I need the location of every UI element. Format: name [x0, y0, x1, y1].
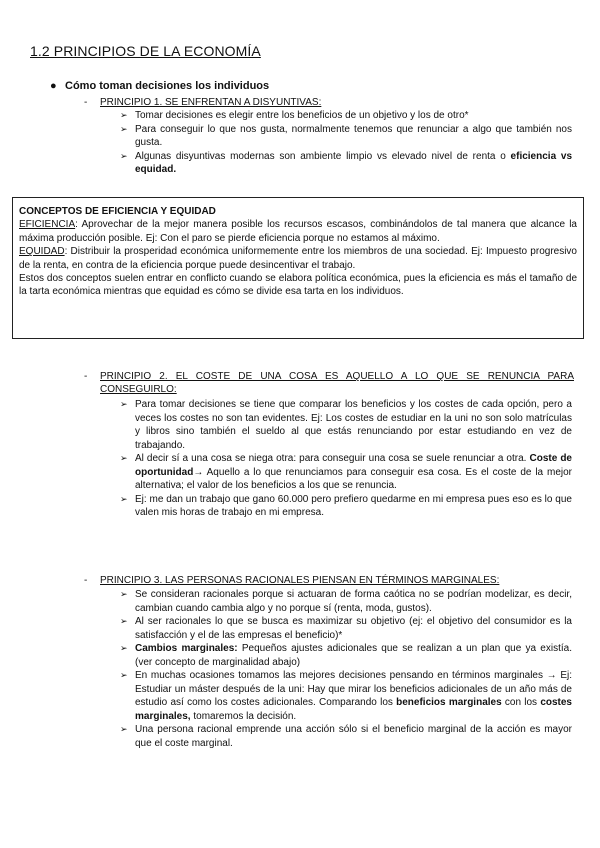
list-item-text: Se consideran racionales porque si actuaran de forma caótica no se podrían modelizar, es decir, cambian cuando cambia algo y no porque sí (renta, moda, gustos).	[135, 589, 572, 614]
list-item-text: Ej: me dan un trabajo que gano 60.000 pero prefiero quedarme en mi empresa pues eso es lo que valen mis horas de trabajo en mi empresa.	[135, 493, 572, 518]
equity-definition	[19, 245, 577, 272]
list-item-text: Pequeños ajustes adicionales que se realizan a un plan que ya existía. (ver concepto de marginalidad abajo)	[135, 643, 572, 668]
marginal-costs-term: costes marginales,	[135, 697, 572, 722]
concepts-box	[12, 197, 584, 339]
list-item-text: tomaremos la decisión.	[190, 710, 297, 722]
dash-marker: -	[84, 575, 88, 586]
list-item	[120, 493, 572, 520]
list-item	[120, 723, 572, 750]
principle-1-title: PRINCIPIO 1. SE ENFRENTAN A DISYUNTIVAS:	[100, 97, 322, 108]
principle-3-title: PRINCIPIO 3. LAS PERSONAS RACIONALES PIENSAN EN TÉRMINOS MARGINALES:	[100, 575, 500, 586]
arrow-bullet-icon: ➢	[120, 616, 128, 626]
equity-text: : Distribuir la prosperidad económica uniformemente entre los miembros de una sociedad. Ej: Impuesto progresivo de la renta, en contra de la eficiencia porque puede desincentivar el trabajo.	[19, 246, 577, 271]
efficiency-text: : Aprovechar de la mejor manera posible los recursos escasos, combinándolos de tal manera que alcance la máxima producción posible. Ej: Con el paro se pierde eficiencia porque no estamos al máximo.	[19, 219, 577, 244]
principle-1-list	[120, 109, 572, 177]
principle-2-list	[120, 398, 572, 520]
arrow-bullet-icon: ➢	[120, 670, 128, 680]
efficiency-definition	[19, 218, 577, 245]
list-item	[120, 588, 572, 615]
list-item-text: Al ser racionales lo que se busca es maximizar su objetivo (ej: el objetivo del consumidor es la satisfacción y el de las empresas el beneficio)*	[135, 616, 572, 641]
arrow-bullet-icon: ➢	[120, 724, 128, 734]
section-heading-text: Cómo toman decisiones los individuos	[65, 80, 270, 92]
arrow-bullet-icon: ➢	[120, 453, 128, 463]
principle-1	[84, 96, 574, 109]
dash-marker: -	[84, 371, 88, 382]
principle-2-title: PRINCIPIO 2. EL COSTE DE UNA COSA ES AQUELLO A LO QUE SE RENUNCIA PARA CONSEGUIRLO:	[100, 371, 574, 395]
list-item	[120, 150, 572, 177]
list-item-text: Algunas disyuntivas modernas son ambiente limpio vs elevado nivel de renta o	[135, 150, 511, 162]
list-item-text: → Aquello a lo que renunciamos para conseguir esa cosa. Es el coste de la mejor alternativa; el valor de los beneficios a los que se renuncia.	[135, 466, 572, 491]
list-item-text: Una persona racional emprende una acción sólo si el beneficio marginal de la acción es mayor que el coste marginal.	[135, 724, 572, 749]
list-item	[120, 123, 572, 150]
arrow-bullet-icon: ➢	[120, 399, 128, 409]
page-title: 1.2 PRINCIPIOS DE LA ECONOMÍA	[30, 43, 261, 59]
arrow-bullet-icon: ➢	[120, 589, 128, 599]
list-item	[120, 669, 572, 723]
arrow-bullet-icon: ➢	[120, 643, 128, 653]
arrow-bullet-icon: ➢	[120, 150, 128, 161]
list-item	[120, 109, 572, 123]
list-item-text: Tomar decisiones es elegir entre los beneficios de un objetivo y los de otro*	[135, 110, 469, 121]
list-item	[120, 615, 572, 642]
arrow-bullet-icon: ➢	[120, 123, 128, 134]
marginal-changes-term: Cambios marginales:	[135, 643, 238, 654]
list-item-text: con los	[501, 697, 541, 708]
concepts-box-title: CONCEPTOS DE EFICIENCIA Y EQUIDAD	[19, 206, 216, 217]
principle-2	[84, 370, 574, 396]
list-item-text: Para tomar decisiones se tiene que comparar los beneficios y los costes de cada opción, pero a veces los costes no son tan evidentes. Ej: Los costes de estudiar en la uni no son solo matrículas y libros sino también el sueldo al que estás renunciando por estar estudiando en vez de trabajando.	[135, 399, 572, 451]
bullet-dot: ●	[50, 80, 57, 92]
list-item-text: En muchas ocasiones tomamos las mejores decisiones pensando en términos marginales → Ej: Estudiar un máster después de la uni: Hay que mirar los beneficios adicionales de un año más de estudio así como los costes adicionales. Comparando los	[135, 670, 572, 708]
arrow-bullet-icon: ➢	[120, 493, 128, 504]
list-item	[120, 642, 572, 669]
opportunity-cost-term: Coste de oportunidad	[135, 453, 572, 478]
conflict-paragraph: Estos dos conceptos suelen entrar en conflicto cuando se elabora política económica, pues la eficiencia es más el tamaño de la tarta económica mientras que equidad es cómo se divide esa tarta en los individuos.	[19, 273, 577, 298]
principle-3	[84, 574, 574, 587]
efficiency-term: EFICIENCIA	[19, 219, 76, 231]
list-item-text: Para conseguir lo que nos gusta, normalmente tenemos que renunciar a algo que también nos gusta.	[135, 123, 572, 148]
equity-term: EQUIDAD	[19, 246, 65, 258]
list-item-text: Al decir sí a una cosa se niega otra: para conseguir una cosa se suele renunciar a otra.	[135, 453, 530, 464]
list-item	[120, 452, 572, 493]
list-item-bold: eficiencia vs equidad.	[135, 150, 573, 175]
arrow-bullet-icon: ➢	[120, 110, 128, 120]
dash-marker: -	[84, 97, 88, 108]
principle-3-list	[120, 588, 572, 750]
list-item	[120, 398, 572, 452]
marginal-benefits-term: beneficios marginales	[396, 697, 502, 708]
